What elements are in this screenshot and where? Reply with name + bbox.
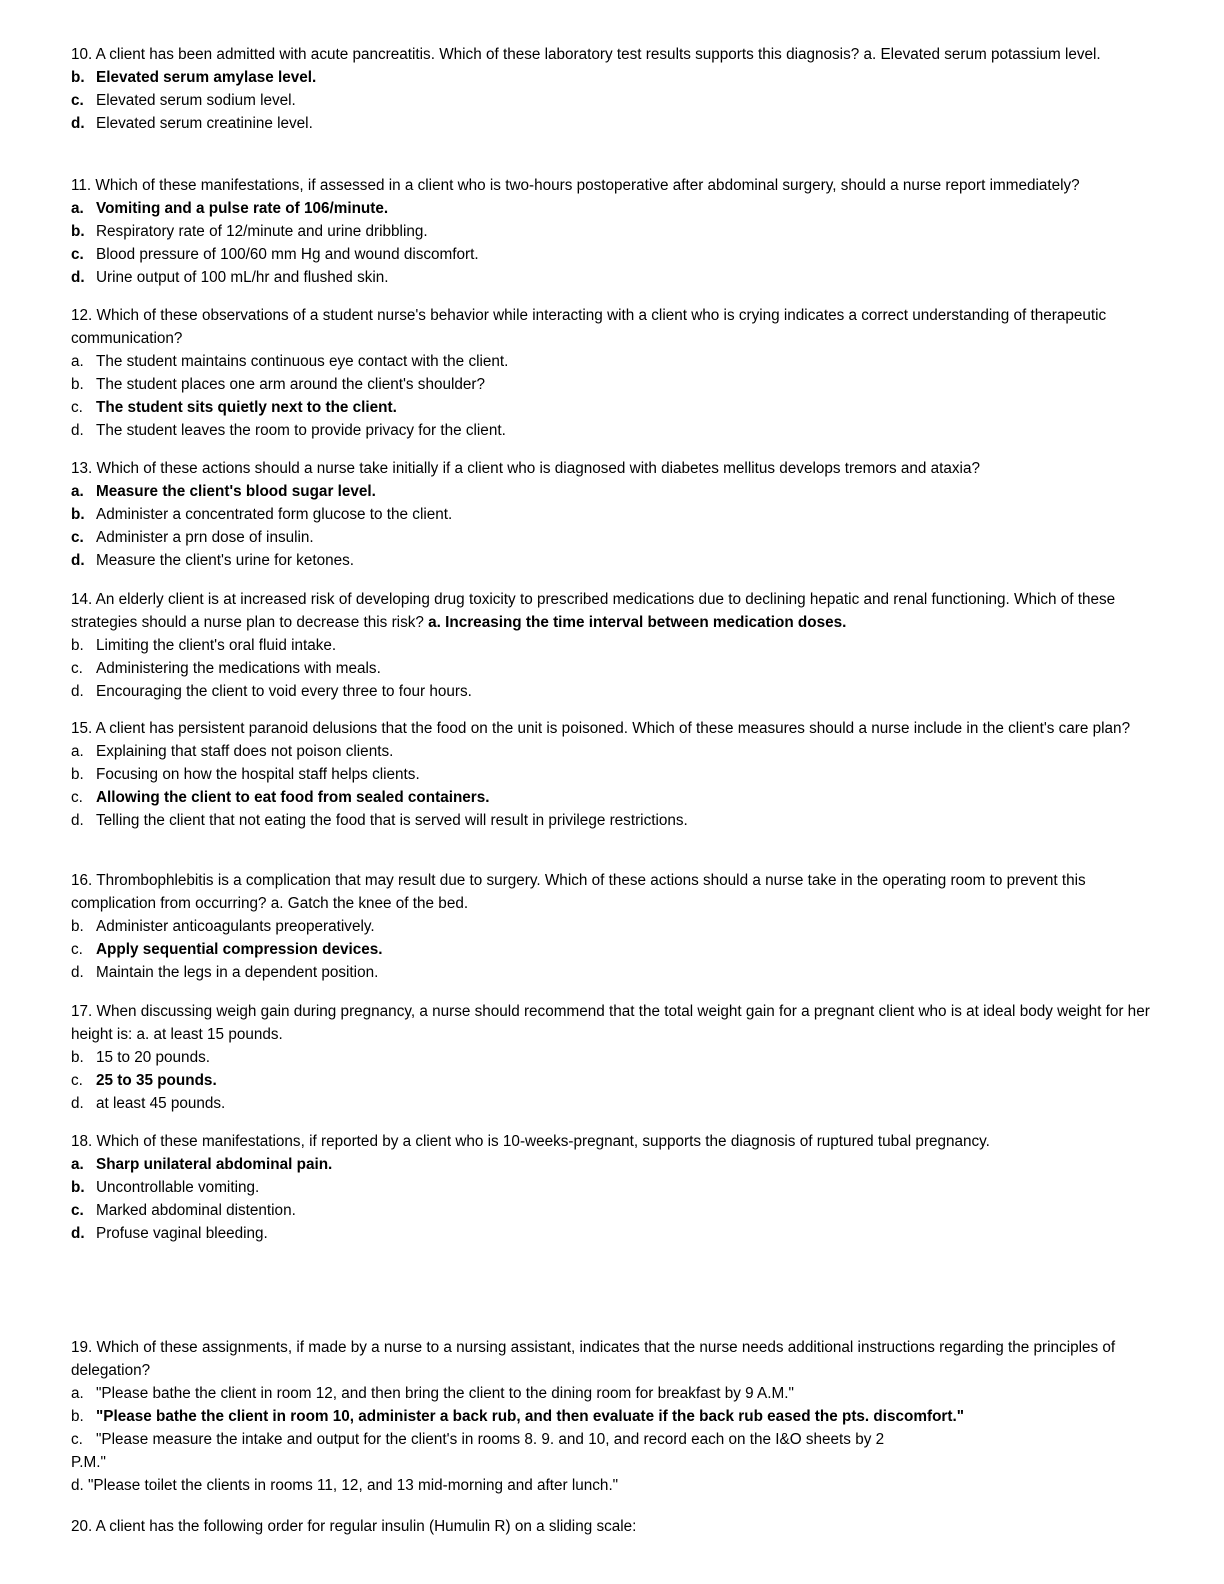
- option: [71, 526, 1161, 549]
- option: [71, 961, 1161, 984]
- question-stem: 13. Which of these actions should a nurse take initially if a client who is diagnosed with diabetes mellitus develops tremors and ataxia?: [71, 460, 980, 477]
- option-label: b.: [71, 506, 85, 523]
- question-15: [71, 717, 1161, 832]
- option: [71, 1046, 1161, 1069]
- option: [71, 1405, 1161, 1428]
- option-text: Measure the client's urine for ketones.: [96, 552, 355, 569]
- option: [71, 1176, 1161, 1199]
- option-text: "Please bathe the client in room 12, and then bring the client to the dining room for breakfast by 9 A.M.": [96, 1385, 794, 1402]
- option-text: Maintain the legs in a dependent position.: [96, 964, 379, 981]
- option-label: a.: [71, 353, 84, 370]
- correct-answer: "Please bathe the client in room 10, administer a back rub, and then evaluate if the back rub eased the pts. discomfort.": [96, 1408, 964, 1425]
- option-label: a.: [71, 1156, 84, 1173]
- correct-answer: Vomiting and a pulse rate of 106/minute.: [96, 200, 389, 217]
- option-label: a.: [71, 1385, 84, 1402]
- option: [71, 266, 1161, 289]
- question-17: [71, 1000, 1161, 1115]
- question-20: [71, 1515, 1161, 1538]
- option-label: c.: [71, 660, 83, 677]
- question-stem: 19. Which of these assignments, if made by a nurse to a nursing assistant, indicates that the nurse needs additional instructions regarding the principles of delegation?: [71, 1339, 1116, 1379]
- question-19: [71, 1336, 1161, 1497]
- option: [71, 680, 1161, 703]
- option-label: d.: [71, 115, 85, 132]
- option: [71, 1222, 1161, 1245]
- option-text: Administer anticoagulants preoperatively.: [96, 918, 375, 935]
- option-text: at least 45 pounds.: [96, 1095, 226, 1112]
- option-label: a.: [71, 743, 84, 760]
- question-stem: 10. A client has been admitted with acute pancreatitis. Which of these laboratory test results supports this diagnosis? a. Elevated serum potassium level.: [71, 46, 1101, 63]
- option-text: Marked abdominal distention.: [96, 1202, 296, 1219]
- correct-answer: Sharp unilateral abdominal pain.: [96, 1156, 333, 1173]
- option-label: d.: [71, 422, 84, 439]
- option: [71, 1069, 1161, 1092]
- question-14: [71, 588, 1161, 703]
- option: [71, 66, 1161, 89]
- option: [71, 549, 1161, 572]
- option-label: b.: [71, 376, 84, 393]
- option: [71, 1199, 1161, 1222]
- question-12: [71, 304, 1161, 442]
- option-label: d.: [71, 269, 85, 286]
- option-label: c.: [71, 529, 84, 546]
- option: [71, 396, 1161, 419]
- option: [71, 763, 1161, 786]
- question-stem-text: 14. An elderly client is at increased risk of developing drug toxicity to prescribed medications due to declining hepatic and renal functioning. Which of these strategies should a nurse plan to decrease this risk?: [71, 591, 1116, 631]
- option-text: Explaining that staff does not poison clients.: [96, 743, 394, 760]
- option-text: Limiting the client's oral fluid intake.: [96, 637, 337, 654]
- option-label: c.: [71, 246, 84, 263]
- option-label: b.: [71, 1179, 85, 1196]
- question-stem: 15. A client has persistent paranoid delusions that the food on the unit is poisoned. Which of these measures should a nurse include in the client's care plan?: [71, 720, 1131, 737]
- option: [71, 657, 1161, 680]
- option: [71, 1428, 1161, 1451]
- correct-answer: Apply sequential compression devices.: [96, 941, 383, 958]
- option-label: b.: [71, 637, 84, 654]
- option: [71, 786, 1161, 809]
- option-label: b.: [71, 223, 85, 240]
- correct-answer: Measure the client's blood sugar level.: [96, 483, 376, 500]
- option: [71, 480, 1161, 503]
- option-text: Administer a concentrated form glucose to the client.: [96, 506, 453, 523]
- option-text: Urine output of 100 mL/hr and flushed skin.: [96, 269, 389, 286]
- option-label: d.: [71, 552, 85, 569]
- option-label: d.: [71, 964, 84, 981]
- question-13: [71, 457, 1161, 572]
- option-text: Administering the medications with meals.: [96, 660, 381, 677]
- option-label: c.: [71, 1202, 84, 1219]
- option-text: 15 to 20 pounds.: [96, 1049, 210, 1066]
- option-label: c.: [71, 789, 83, 806]
- question-stem: [71, 588, 1161, 634]
- option: [71, 503, 1161, 526]
- option-text: Elevated serum creatinine level.: [96, 115, 313, 132]
- correct-answer: The student sits quietly next to the client.: [96, 399, 397, 416]
- option-label: a.: [71, 483, 84, 500]
- correct-answer: a. Increasing the time interval between medication doses.: [428, 614, 847, 631]
- option-label: c.: [71, 92, 84, 109]
- option: [71, 220, 1161, 243]
- option: [71, 112, 1161, 135]
- option: [71, 89, 1161, 112]
- option: [71, 740, 1161, 763]
- question-18: [71, 1130, 1161, 1245]
- option-label: c.: [71, 941, 83, 958]
- question-11: [71, 174, 1161, 289]
- option-label: b.: [71, 918, 84, 935]
- option-label: b.: [71, 1408, 84, 1425]
- question-stem: 16. Thrombophlebitis is a complication that may result due to surgery. Which of these actions should a nurse take in the operating room to prevent this complication from occurring? a. Gatch the knee of the bed.: [71, 872, 1086, 912]
- option-text: Telling the client that not eating the food that is served will result in privilege restrictions.: [96, 812, 688, 829]
- question-stem: 12. Which of these observations of a student nurse's behavior while interacting with a client who is crying indicates a correct understanding of therapeutic communication?: [71, 307, 1107, 347]
- option: [71, 1382, 1161, 1405]
- option: [71, 373, 1161, 396]
- option-label: b.: [71, 69, 85, 86]
- option-text: Profuse vaginal bleeding.: [96, 1225, 268, 1242]
- option-text: The student maintains continuous eye contact with the client.: [96, 353, 509, 370]
- correct-answer: 25 to 35 pounds.: [96, 1072, 217, 1089]
- question-stem: 11. Which of these manifestations, if assessed in a client who is two-hours postoperative after abdominal surgery, should a nurse report immediately?: [71, 177, 1080, 194]
- option: [71, 197, 1161, 220]
- option-text: Blood pressure of 100/60 mm Hg and wound discomfort.: [96, 246, 479, 263]
- option-text: The student places one arm around the client's shoulder?: [96, 376, 485, 393]
- option: d. "Please toilet the clients in rooms 11, 12, and 13 mid-morning and after lunch.": [71, 1477, 619, 1494]
- option-label: d.: [71, 1225, 85, 1242]
- question-stem: 17. When discussing weigh gain during pregnancy, a nurse should recommend that the total weight gain for a pregnant client who is at ideal body weight for her height is: a. at least 15 pounds.: [71, 1003, 1150, 1043]
- option: [71, 915, 1161, 938]
- option-text: Administer a prn dose of insulin.: [96, 529, 314, 546]
- option-label: b.: [71, 766, 84, 783]
- option: [71, 938, 1161, 961]
- option-text: Encouraging the client to void every three to four hours.: [96, 683, 472, 700]
- option-label: a.: [71, 200, 84, 217]
- option: [71, 419, 1161, 442]
- option-text: Respiratory rate of 12/minute and urine dribbling.: [96, 223, 428, 240]
- option: [71, 243, 1161, 266]
- option-label: c.: [71, 1431, 83, 1448]
- option-continuation: P.M.": [71, 1454, 106, 1471]
- option-label: d.: [71, 1095, 84, 1112]
- question-stem: 18. Which of these manifestations, if reported by a client who is 10-weeks-pregnant, supports the diagnosis of ruptured tubal pregnancy.: [71, 1133, 990, 1150]
- option-label: c.: [71, 1072, 83, 1089]
- correct-answer: Elevated serum amylase level.: [96, 69, 317, 86]
- option-text: The student leaves the room to provide privacy for the client.: [96, 422, 506, 439]
- option-label: b.: [71, 1049, 84, 1066]
- option-text: Uncontrollable vomiting.: [96, 1179, 260, 1196]
- question-10: [71, 43, 1161, 135]
- option: [71, 809, 1161, 832]
- option-label: c.: [71, 399, 83, 416]
- correct-answer: Allowing the client to eat food from sealed containers.: [96, 789, 490, 806]
- option: [71, 634, 1161, 657]
- option-label: d.: [71, 683, 84, 700]
- option-text: Elevated serum sodium level.: [96, 92, 296, 109]
- option-label: d.: [71, 812, 84, 829]
- option-text: Focusing on how the hospital staff helps clients.: [96, 766, 420, 783]
- option-text: "Please measure the intake and output for the client's in rooms 8. 9. and 10, and record each on the I&O sheets by 2: [96, 1431, 885, 1448]
- option: [71, 350, 1161, 373]
- question-stem: 20. A client has the following order for regular insulin (Humulin R) on a sliding scale:: [71, 1518, 637, 1535]
- option: [71, 1092, 1161, 1115]
- option: [71, 1153, 1161, 1176]
- question-16: [71, 869, 1161, 984]
